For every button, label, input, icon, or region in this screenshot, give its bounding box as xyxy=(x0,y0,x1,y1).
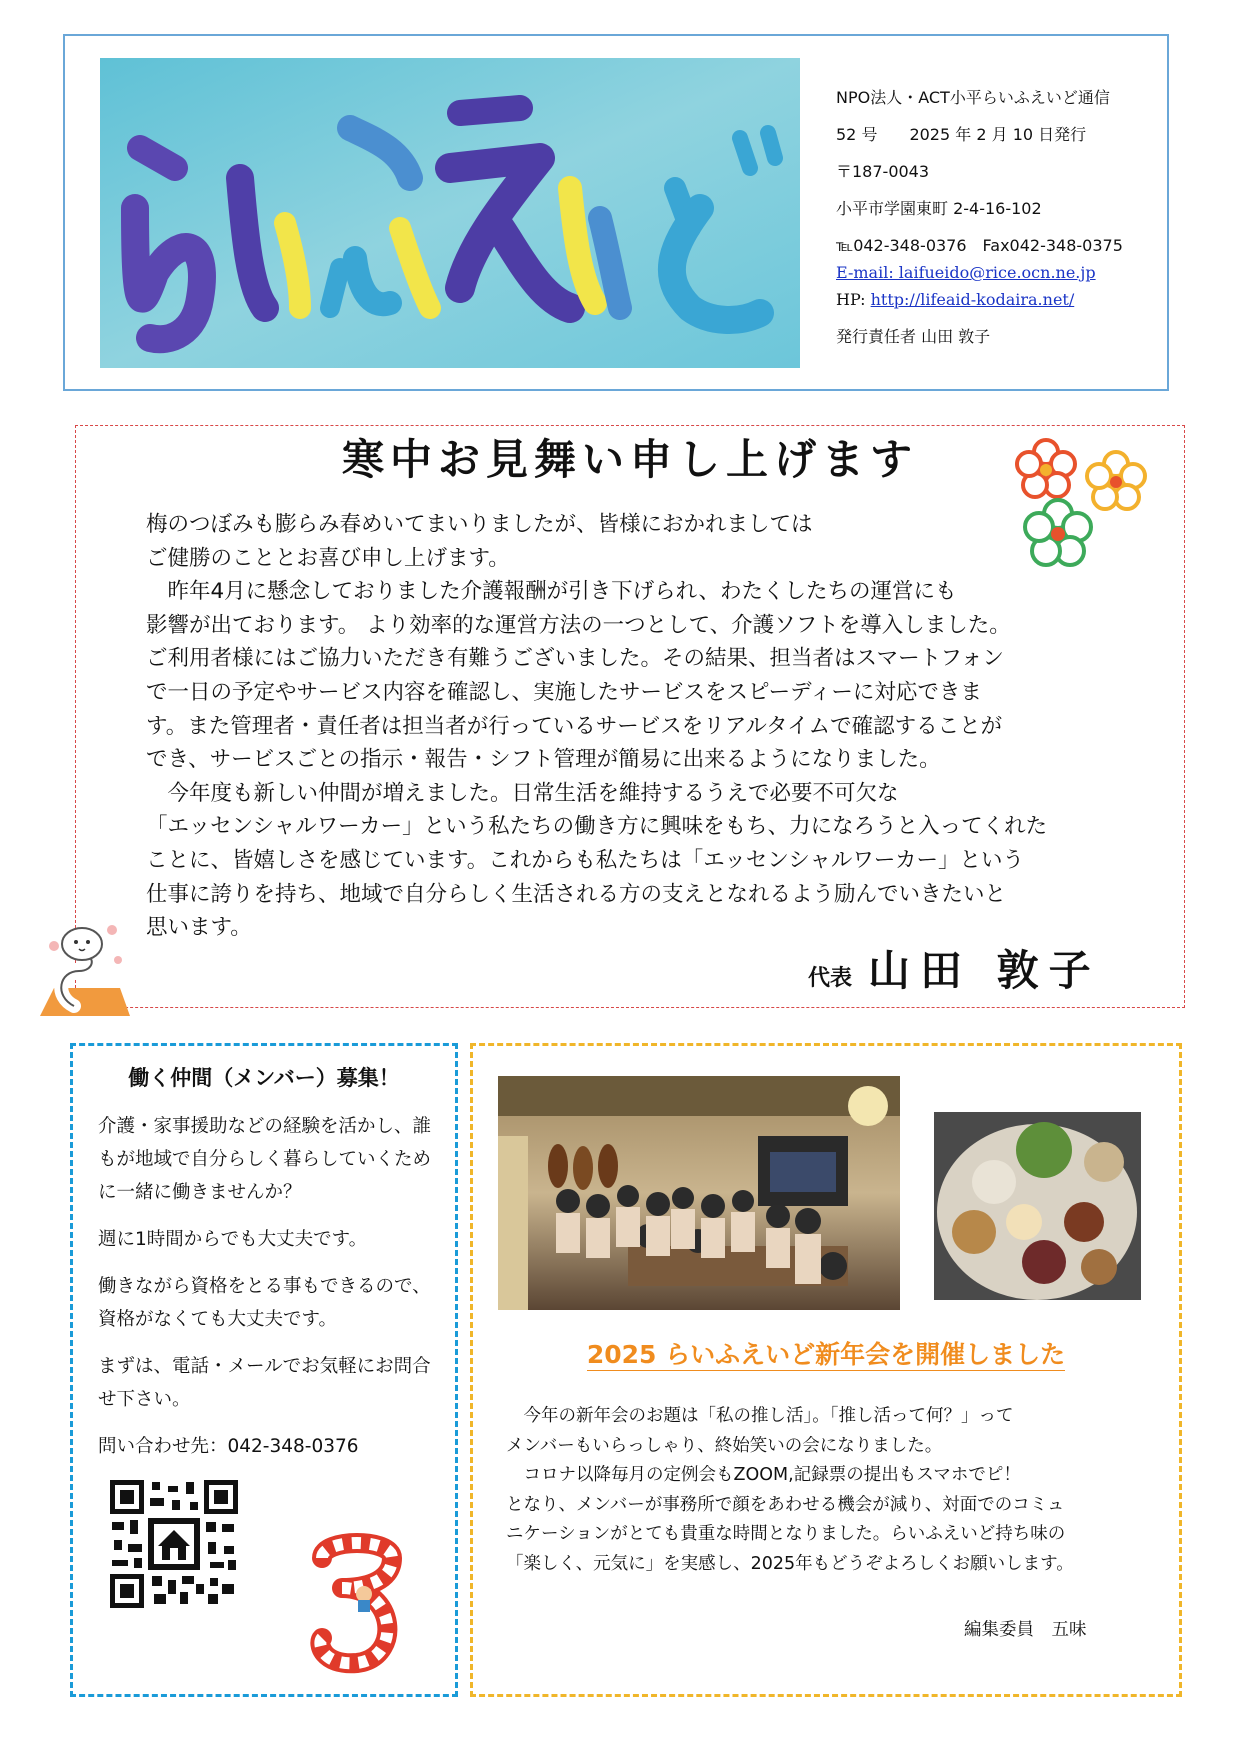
masthead-info xyxy=(836,88,1166,364)
event-line: メンバーもいらっしゃり、終始笑いの会になりました。 xyxy=(506,1435,943,1456)
snake-mascot-icon xyxy=(34,916,134,1030)
masthead-logo xyxy=(100,43,800,368)
publisher-line: 発行責任者 山田 敦子 xyxy=(836,327,991,346)
greeting-line: で一日の予定やサービス内容を確認し、実施したサービスをスピーディーに対応できま xyxy=(146,679,982,705)
greeting-line: 昨年4月に懸念しておりました介護報酬が引き下げられ、わたくしたちの運営にも xyxy=(146,579,957,605)
greeting-line: 影響が出ております。 より効率的な運営方法の一つとして、介護ソフトを導入しました。 xyxy=(146,612,1011,638)
greeting-line: ご健勝のこととお喜び申し上げます。 xyxy=(146,545,510,571)
event-line: 今年の新年会のお題は「私の推し活」。「推し活って何？」って xyxy=(506,1406,1014,1426)
event-line: となり、メンバーが事務所で顔をあわせる機会が減り、対面でのコミュ xyxy=(506,1494,1065,1515)
greeting-line: す。また管理者・責任者は担当者が行っているサービスをリアルタイムで確認することが xyxy=(146,713,1003,739)
event-line: コロナ以降毎月の定例会もZOOM,記録票の提出もスマホでピ！ xyxy=(506,1465,1021,1486)
issue-line: 52 号 2025 年 2 月 10 日発行 xyxy=(836,125,1087,144)
recruit-paragraph: まずは、電話・メールでお気軽にお問合せ下さい。 xyxy=(98,1356,431,1410)
postal-line: 〒187-0043 xyxy=(836,162,930,181)
greeting-title: 寒中お見舞い申し上げます xyxy=(341,435,918,484)
snake-number-icon xyxy=(302,1528,412,1682)
email-link[interactable]: E-mail: laifueido@rice.ocn.ne.jp xyxy=(836,263,1096,282)
hp-label: HP: xyxy=(836,290,871,309)
greeting-line: 梅のつぼみも膨らみ春めいてまいりましたが、皆様におかれましては xyxy=(146,512,813,537)
event-body xyxy=(506,1402,1166,1580)
recruit-paragraph: 働きながら資格をとる事もできるので、資格がなくても大丈夫です。 xyxy=(98,1276,431,1330)
signature-name: 山田 敦子 xyxy=(868,946,1101,995)
food-photo xyxy=(934,1112,1141,1300)
address-line: 小平市学園東町 2-4-16-102 xyxy=(836,199,1042,218)
phone-fax-line: ℡042-348-0376 Fax042-348-0375 xyxy=(836,236,1123,255)
greeting-line: ご利用者様にはご協力いただき有難うございました。その結果、担当者はスマートフォン xyxy=(146,646,1004,672)
recruit-paragraph: 介護・家事援助などの経験を活かし、誰もが地域で自分らしく暮らしていくために一緒に働きませんか？ xyxy=(98,1116,432,1203)
greeting-line: 今年度も新しい仲間が増えました。日常生活を維持するうえで必要不可欠な xyxy=(146,780,899,806)
greeting-line: 仕事に誇りを持ち、地域で自分らしく生活される方の支えとなれるよう励んでいきたいと xyxy=(146,881,1007,907)
contact-phone: 問い合わせ先：042-348-0376 xyxy=(98,1436,359,1457)
qr-code-icon[interactable] xyxy=(110,1480,238,1612)
event-author: 編集委員 五味 xyxy=(964,1620,1087,1640)
logo-text: らいふえいど xyxy=(100,43,197,62)
greeting-line: 「エッセンシャルワーカー」という私たちの働き方に興味をもち、力になろうと入ってくれた xyxy=(146,814,1048,840)
party-photo xyxy=(498,1076,900,1310)
greeting-line: ことに、皆嬉しさを感じています。これからも私たちは「エッセンシャルワーカー」という xyxy=(146,847,1024,873)
org-line: NPO法人・ACT小平らいふえいど通信 xyxy=(836,88,1110,107)
signature xyxy=(808,938,1101,998)
signature-title: 代表 xyxy=(808,965,853,991)
event-line: ニケーションがとても貴重な時間となりました。らいふえいど持ち味の xyxy=(506,1524,1066,1545)
recruit-paragraph: 週に1時間からでも大丈夫です。 xyxy=(98,1229,368,1250)
recruit-body xyxy=(98,1110,448,1477)
event-line: 「楽しく、元気に」を実感し、2025年もどうぞよろしくお願いします。 xyxy=(506,1553,1074,1574)
greeting-line: でき、サービスごとの指示・報告・シフト管理が簡易に出来るようになりました。 xyxy=(146,747,941,773)
homepage-link[interactable]: http://lifeaid-kodaira.net/ xyxy=(870,290,1075,309)
recruit-title: 働く仲間（メンバー）募集！ xyxy=(128,1066,400,1090)
event-title-text: 2025 らいふえいど新年会を開催しました xyxy=(586,1340,1066,1369)
greeting-line: 思います。 xyxy=(146,915,252,941)
greeting-body xyxy=(146,508,1136,945)
event-title xyxy=(470,1335,1182,1371)
